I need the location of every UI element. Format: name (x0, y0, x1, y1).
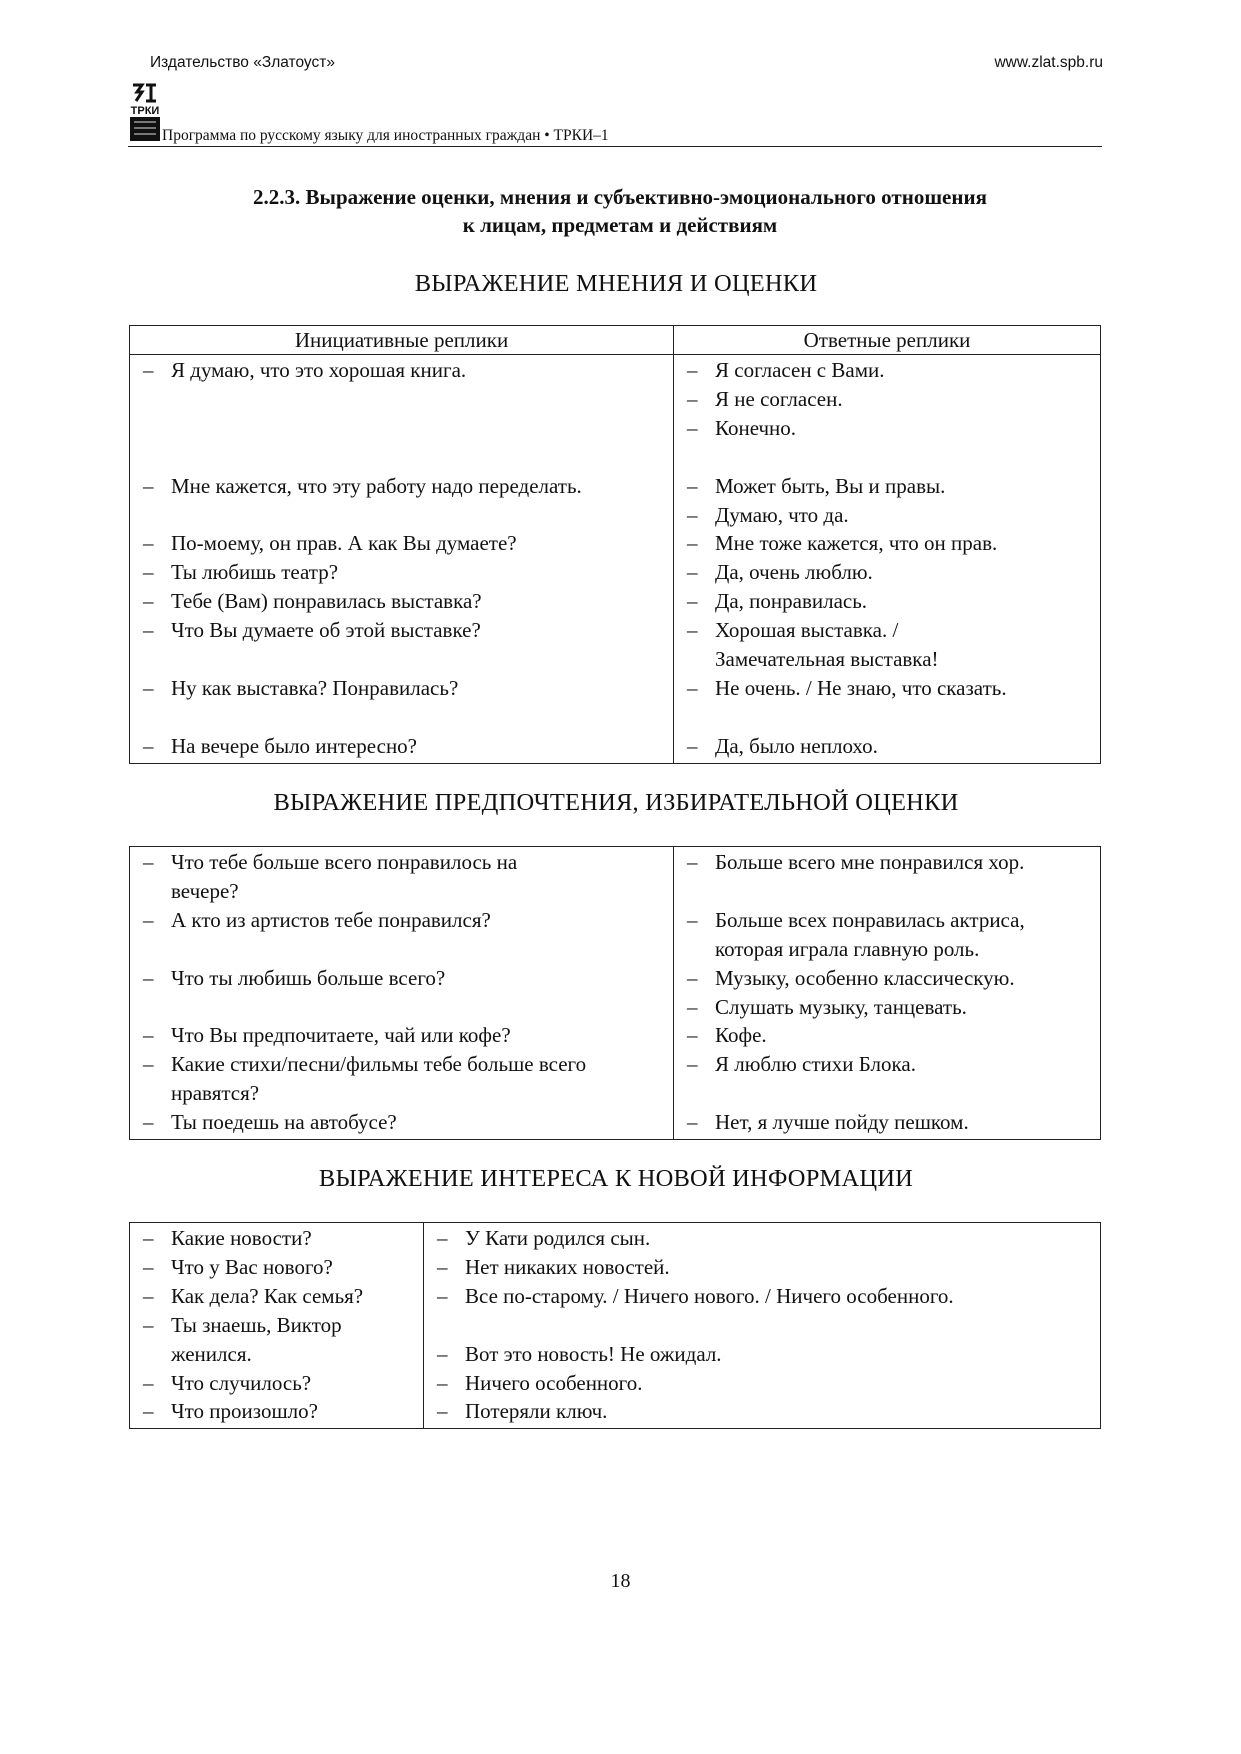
dash-marker (687, 935, 715, 964)
dash-marker: – (687, 589, 698, 614)
dash-marker (687, 703, 715, 732)
dialog-line (687, 877, 1094, 906)
dialog-text: которая играла главную роль. (715, 936, 980, 961)
dialog-line (143, 529, 667, 558)
dialog-text: Что произошло? (171, 1399, 318, 1424)
dash-marker: – (143, 589, 154, 614)
dialog-line (143, 1397, 417, 1426)
dialog-line (143, 414, 667, 443)
dialog-text: Я думаю, что это хорошая книга. (171, 358, 467, 382)
dialog-line (687, 385, 1094, 414)
dialog-line (143, 385, 667, 414)
dialog-line (687, 1079, 1094, 1108)
dialog-line (143, 645, 667, 674)
dialog-line (687, 616, 1094, 645)
dash-marker (143, 500, 171, 529)
dialog-text: Ничего особенного. (465, 1370, 643, 1395)
dialog-line (143, 674, 667, 703)
dialog-line (143, 935, 667, 964)
dash-marker: – (437, 1370, 448, 1395)
dialog-line (143, 877, 667, 906)
dialog-text: женился. (171, 1341, 252, 1366)
dialog-text: Кофе. (715, 1023, 767, 1048)
dialog-line (437, 1340, 1094, 1369)
dialog-line (143, 848, 667, 877)
dialog-text: Думаю, что да. (715, 502, 849, 527)
dialog-text: На вечере было интересно? (171, 733, 418, 758)
dash-marker (687, 1079, 715, 1108)
dash-marker (143, 877, 171, 906)
dash-marker: – (687, 386, 698, 411)
dialog-text: Хорошая выставка. / (715, 618, 899, 643)
dialog-text: нравятся? (171, 1081, 260, 1106)
dialog-line (687, 587, 1094, 616)
dash-marker: – (687, 560, 698, 585)
dash-marker: – (437, 1226, 448, 1250)
dialog-line (687, 993, 1094, 1022)
dialog-text: Вот это новость! Не ожидал. (465, 1341, 722, 1366)
dash-marker: – (437, 1399, 448, 1424)
dialog-text: Все по-старому. / Ничего нового. / Ничего особенного. (465, 1283, 954, 1308)
dialog-line (687, 906, 1094, 935)
program-title: Программа по русскому языку для иностранных граждан • ТРКИ–1 (162, 127, 609, 144)
initiative-replies (130, 355, 673, 763)
dash-marker: – (437, 1341, 448, 1366)
dialog-line (687, 964, 1094, 993)
dialog-line (143, 993, 667, 1022)
dash-marker: – (143, 1283, 154, 1308)
response-replies (674, 355, 1100, 763)
dash-marker: – (143, 1023, 154, 1048)
initiative-replies (130, 1223, 423, 1428)
dash-marker: – (687, 965, 698, 990)
dialog-line (687, 472, 1094, 501)
dialog-line (687, 1108, 1094, 1137)
dialog-text: Больше всех понравилась актриса, (715, 907, 1025, 932)
dialog-text: Что у Вас нового? (171, 1254, 333, 1279)
dialog-line (687, 732, 1094, 761)
news-table (129, 1222, 1101, 1429)
dash-marker (143, 645, 171, 674)
dash-marker (687, 877, 715, 906)
dash-marker: – (687, 473, 698, 498)
dash-marker (143, 1079, 171, 1108)
dash-marker: – (687, 415, 698, 440)
heading-preference: ВЫРАЖЕНИЕ ПРЕДПОЧТЕНИЯ, ИЗБИРАТЕЛЬНОЙ ОЦЕНКИ (273, 789, 959, 816)
dialog-text: Что случилось? (171, 1370, 312, 1395)
dialog-line (143, 500, 667, 529)
dash-marker: – (687, 1023, 698, 1048)
dash-marker: – (687, 1110, 698, 1135)
dash-marker: – (143, 1110, 154, 1135)
dash-marker (687, 443, 715, 472)
dash-marker: – (687, 1052, 698, 1077)
dialog-line (687, 443, 1094, 472)
dash-marker (143, 443, 171, 472)
dialog-line (143, 1253, 417, 1282)
dash-marker: – (687, 675, 698, 700)
dialog-line (143, 1224, 417, 1253)
initiative-replies (130, 847, 673, 1139)
dialog-line (687, 558, 1094, 587)
dialog-text: Как дела? Как семья? (171, 1283, 364, 1308)
svg-text:ТРКИ: ТРКИ (130, 105, 160, 117)
dash-marker (143, 703, 171, 732)
dialog-line (437, 1369, 1094, 1398)
dialog-text: вечере? (171, 878, 239, 903)
dialog-line (143, 1050, 667, 1079)
dialog-text: Что тебе больше всего понравилось на (171, 850, 518, 874)
opinion-table (129, 325, 1101, 764)
dialog-line (687, 1021, 1094, 1050)
dash-marker: – (143, 1254, 154, 1279)
dash-marker: – (687, 994, 698, 1019)
dialog-line (437, 1224, 1094, 1253)
dialog-line (143, 1282, 417, 1311)
dash-marker (143, 1340, 171, 1369)
dialog-line (143, 1021, 667, 1050)
dash-marker: – (143, 358, 154, 382)
dialog-line (687, 501, 1094, 530)
dialog-text: Ты знаешь, Виктор (171, 1312, 342, 1337)
dialog-line (437, 1311, 1094, 1340)
dialog-line (143, 1340, 417, 1369)
dialog-text: Да, понравилась. (715, 589, 868, 614)
dash-marker: – (143, 1399, 154, 1424)
dialog-line (687, 356, 1094, 385)
dialog-text: А кто из артистов тебе понравился? (171, 907, 491, 932)
dash-marker: – (143, 907, 154, 932)
dialog-line (687, 1050, 1094, 1079)
dialog-line (143, 1369, 417, 1398)
column-header-response: Ответные реплики (674, 326, 1101, 355)
dialog-line (687, 529, 1094, 558)
dialog-line (687, 935, 1094, 964)
dash-marker (143, 935, 171, 964)
dialog-text: Слушать музыку, танцевать. (715, 994, 967, 1019)
dialog-line (143, 1079, 667, 1108)
dialog-text: Мне тоже кажется, что он прав. (715, 531, 998, 556)
dialog-line (143, 587, 667, 616)
dash-marker: – (143, 1312, 154, 1337)
dash-marker (437, 1311, 465, 1340)
dialog-text: Мне кажется, что эту работу надо переделать. (171, 473, 582, 498)
dash-marker: – (687, 531, 698, 556)
dash-marker: – (143, 1370, 154, 1395)
dialog-line (143, 472, 667, 501)
dash-marker: – (143, 560, 154, 585)
dialog-text: Замечательная выставка! (715, 647, 939, 672)
response-replies (674, 847, 1100, 1139)
dash-marker (143, 414, 171, 443)
dash-marker: – (687, 850, 698, 874)
dialog-text: Ты поедешь на автобусе? (171, 1110, 397, 1135)
dash-marker: – (687, 907, 698, 932)
dialog-text: У Кати родился сын. (465, 1226, 651, 1250)
dialog-line (143, 616, 667, 645)
dialog-line (143, 443, 667, 472)
dialog-line (687, 848, 1094, 877)
dash-marker: – (437, 1254, 448, 1279)
dialog-line (143, 356, 667, 385)
dialog-line (437, 1282, 1094, 1311)
dialog-line (143, 558, 667, 587)
dialog-text: Потеряли ключ. (465, 1399, 608, 1424)
dash-marker: – (143, 675, 154, 700)
dialog-text: Да, было неплохо. (715, 733, 878, 758)
page-number: 18 (610, 1570, 631, 1592)
dash-marker: – (437, 1283, 448, 1308)
column-header-initiative: Инициативные реплики (130, 326, 674, 355)
dash-marker: – (687, 502, 698, 527)
dialog-text: Музыку, особенно классическую. (715, 965, 1015, 990)
dash-marker (143, 385, 171, 414)
section-title (160, 183, 1080, 239)
dialog-text: Нет, я лучше пойду пешком. (715, 1110, 969, 1135)
dialog-line (437, 1397, 1094, 1426)
dialog-text: Какие новости? (171, 1226, 312, 1250)
dialog-text: Какие стихи/песни/фильмы тебе больше всего (171, 1052, 587, 1077)
dialog-text: Да, очень люблю. (715, 560, 873, 585)
dash-marker: – (143, 1226, 154, 1250)
dash-marker: – (143, 1052, 154, 1077)
dialog-text: Конечно. (715, 415, 797, 440)
publisher-name: Издательство «Златоуст» (150, 54, 335, 71)
dialog-text: Что Вы предпочитаете, чай или кофе? (171, 1023, 511, 1048)
dash-marker: – (143, 473, 154, 498)
preference-table (129, 846, 1101, 1140)
dash-marker: – (687, 618, 698, 643)
dialog-line (687, 645, 1094, 674)
dialog-text: По-моему, он прав. А как Вы думаете? (171, 531, 517, 556)
dialog-text: Что Вы думаете об этой выставке? (171, 618, 481, 643)
dialog-text: Больше всего мне понравился хор. (715, 850, 1025, 874)
dialog-line (143, 732, 667, 761)
section-title-line-1: 2.2.3. Выражение оценки, мнения и субъективно-эмоционального отношения (253, 185, 987, 209)
response-replies (424, 1223, 1100, 1428)
dialog-text: Не очень. / Не знаю, что сказать. (715, 675, 1007, 700)
section-title-line-2: к лицам, предметам и действиям (462, 213, 778, 237)
dialog-line (143, 906, 667, 935)
dash-marker: – (143, 850, 154, 874)
trki-logo (128, 83, 162, 143)
dialog-line (687, 674, 1094, 703)
dash-marker (687, 645, 715, 674)
dialog-text: Что ты любишь больше всего? (171, 965, 446, 990)
dash-marker: – (687, 733, 698, 758)
dialog-text: Ну как выставка? Понравилась? (171, 675, 459, 700)
dialog-text: Я согласен с Вами. (715, 358, 885, 382)
header-divider (128, 146, 1102, 147)
dialog-text: Я не согласен. (715, 386, 843, 411)
dialog-text: Тебе (Вам) понравилась выставка? (171, 589, 482, 614)
dialog-text: Ты любишь театр? (171, 560, 339, 585)
dialog-line (437, 1253, 1094, 1282)
heading-opinion: ВЫРАЖЕНИЕ МНЕНИЯ И ОЦЕНКИ (414, 270, 818, 297)
dialog-line (143, 1108, 667, 1137)
dialog-line (143, 1311, 417, 1340)
dash-marker: – (143, 618, 154, 643)
dialog-line (143, 964, 667, 993)
dash-marker (143, 993, 171, 1022)
dialog-line (687, 414, 1094, 443)
website-url[interactable]: www.zlat.spb.ru (994, 54, 1103, 71)
dash-marker: – (143, 965, 154, 990)
dialog-text: Я люблю стихи Блока. (715, 1052, 916, 1077)
dash-marker: – (143, 733, 154, 758)
dash-marker: – (687, 358, 698, 382)
heading-news: ВЫРАЖЕНИЕ ИНТЕРЕСА К НОВОЙ ИНФОРМАЦИИ (318, 1165, 914, 1192)
dash-marker: – (143, 531, 154, 556)
dialog-line (143, 703, 667, 732)
dialog-text: Нет никаких новостей. (465, 1254, 670, 1279)
dialog-text: Может быть, Вы и правы. (715, 473, 946, 498)
dialog-line (687, 703, 1094, 732)
